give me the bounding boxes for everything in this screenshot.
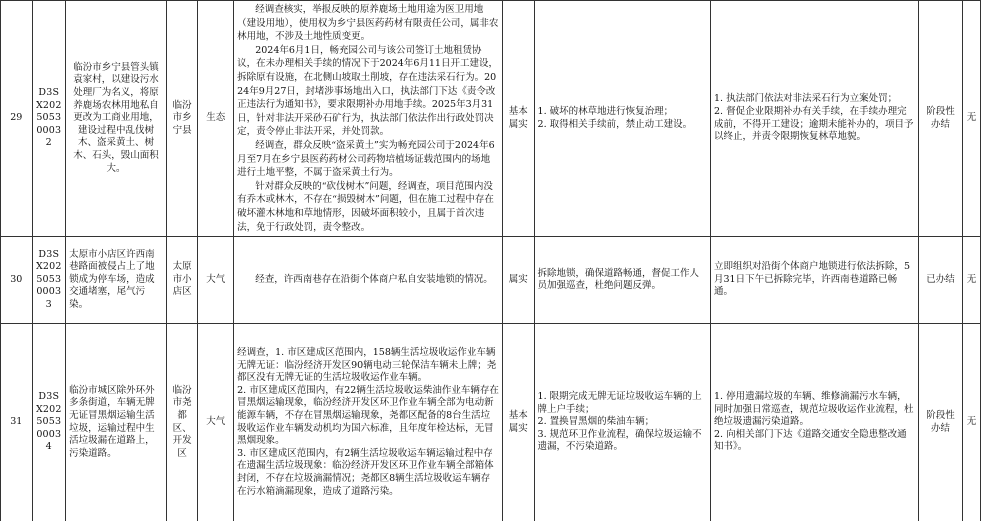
other: 无 [963, 237, 981, 324]
findings [234, 1, 503, 237]
verdict: 基本属实 [503, 324, 535, 521]
finding-paragraph: 2024年6月1日，畅充园公司与该公司签订土地租赁协议，在未办理相关手续的情况下于2024年6月11日开工建设，拆除原有设施，在北侧山坡取土削坡，存在违法采石行为。2024年9月27日，封堵涉事场地出入口，执法部门下达《责令改正违法行为通知书》，要求限期补办用地手续。2025年3月31日，针对非法开采砂石矿行为，执法部门依法作出行政处罚决定，责令停止非法开采，并处罚款。 [237, 44, 498, 138]
row-number: 29 [1, 1, 33, 237]
finding-paragraph: 经调查，群众反映“盗采黄土”实为畅充园公司于2024年6月至7月在乡宁县医药药材公司药物培植场证载范围内的场地进行土地平整，不属于盗采黄土行为。 [237, 139, 495, 179]
case-code: D3SX202505300034 [32, 324, 66, 521]
findings [234, 324, 503, 521]
status: 阶段性办结 [918, 1, 962, 237]
case-code: D3SX202505300033 [32, 237, 66, 324]
accountability: 1. 停用遗漏垃圾的车辆、维修滴漏污水车辆，同时加强日常巡查，规范垃圾收运作业流程，杜绝垃圾遗漏污染道路。 2. 向相关部门下达《道路交通安全隐患整改通知书》。 [710, 324, 918, 521]
table-row [1, 1, 981, 237]
other: 无 [963, 324, 981, 521]
table-row [1, 324, 981, 521]
findings [234, 237, 503, 324]
accountability: 1. 执法部门依法对非法采石行为立案处罚； 2. 督促企业限期补办有关手续，在手续办理完成前，不得开工建设；逾期未能补办的，项目予以终止，并责令限期恢复林草地貌。 [710, 1, 918, 237]
finding-paragraph: 3. 市区建成区范围内，有2辆生活垃圾收运车辆运输过程中存在遗漏生活垃圾现象：临汾经济开发区环卫作业车辆全部箱体封闭，不存在垃圾滴漏情况；尧都区8辆生活垃圾收运车辆存在污水箱滴漏现象，造成了道路污染。 [237, 447, 494, 497]
rectification-measures: 1. 限期完成无牌无证垃圾收运车辆的上牌上户手续； 2. 置换冒黑烟的柴油车辆； 3. 规范环卫作业流程，确保垃圾运输不遗漏，不污染道路。 [534, 324, 710, 521]
verdict: 属实 [503, 237, 535, 324]
complaint-content: 临汾市城区除外环外多条街道，车辆无牌无证冒黑烟运输生活垃圾，运输过程中生活垃圾漏在道路上，污染道路。 [66, 324, 167, 521]
row-number: 31 [1, 324, 33, 521]
rectification-measures: 1. 破坏的林草地进行恢复治理； 2. 取得相关手续前，禁止动工建设。 [534, 1, 710, 237]
district: 临汾市尧都区、开发区 [166, 324, 198, 521]
finding-paragraph: 经调查，1. 市区建成区范围内，158辆生活垃圾收运作业车辆无牌无证：临汾经济开发区90辆电动三轮保洁车辆未上牌；尧都区没有无牌无证的生活垃圾收运作业车辆。 [237, 347, 497, 384]
finding-paragraph: 针对群众反映的“砍伐树木”问题，经调查，项目范围内没有乔木或林木，不存在“损毁树木”问题，但在施工过程中存在破坏灌木林地和草地情形，因破坏面积较小，且属于首次违法，免于行政处罚，责令整改。 [237, 180, 494, 233]
table-row [1, 237, 981, 324]
case-code: D3SX202505300032 [32, 1, 66, 237]
pollution-type: 生态 [198, 1, 234, 237]
pollution-type: 大气 [198, 324, 234, 521]
complaint-content: 临汾市乡宁县管头镇袁家村，以建设污水处理厂为名义，将原养鹿场农林用地私自更改为工商业用地，建设过程中乱伐树木、盗采黄土、树木、石头，毁山面积大。 [66, 1, 167, 237]
pollution-type: 大气 [198, 237, 234, 324]
rectification-measures: 拆除地锁，确保道路畅通，督促工作人员加强巡查，杜绝问题反弹。 [534, 237, 710, 324]
status: 已办结 [918, 237, 962, 324]
finding-paragraph: 经调查核实，举报反映的原养鹿场土地用途为医卫用地（建设用地），使用权为乡宁县医药药材有限责任公司，属非农林用地，不涉及土地性质变更。 [237, 4, 499, 43]
district: 临汾市乡宁县 [166, 1, 198, 237]
accountability: 立即组织对沿街个体商户地锁进行依法拆除，5月31日下午已拆除完毕，许西南巷道路已畅通。 [710, 237, 918, 324]
status: 阶段性办结 [918, 324, 962, 521]
complaint-content: 太原市小店区许西南巷路面被侵占上了地锁成为停车场，造成交通堵塞，尾气污染。 [66, 237, 167, 324]
row-number: 30 [1, 237, 33, 324]
finding-paragraph: 经查，许西南巷存在沿街个体商户私自安装地锁的情况。 [255, 274, 493, 286]
verdict: 基本属实 [503, 1, 535, 237]
other: 无 [963, 1, 981, 237]
finding-paragraph: 2. 市区建成区范围内，有22辆生活垃圾收运柴油作业车辆存在冒黑烟运输现象，临汾经济开发区环卫作业车辆全部为电动新能源车辆，不存在冒黑烟运输现象，尧都区配备的8台生活垃圾收运作业车辆发动机均为国六标准，且年度年检达标，无冒黑烟现象。 [237, 384, 499, 447]
district: 太原市小店区 [166, 237, 198, 324]
